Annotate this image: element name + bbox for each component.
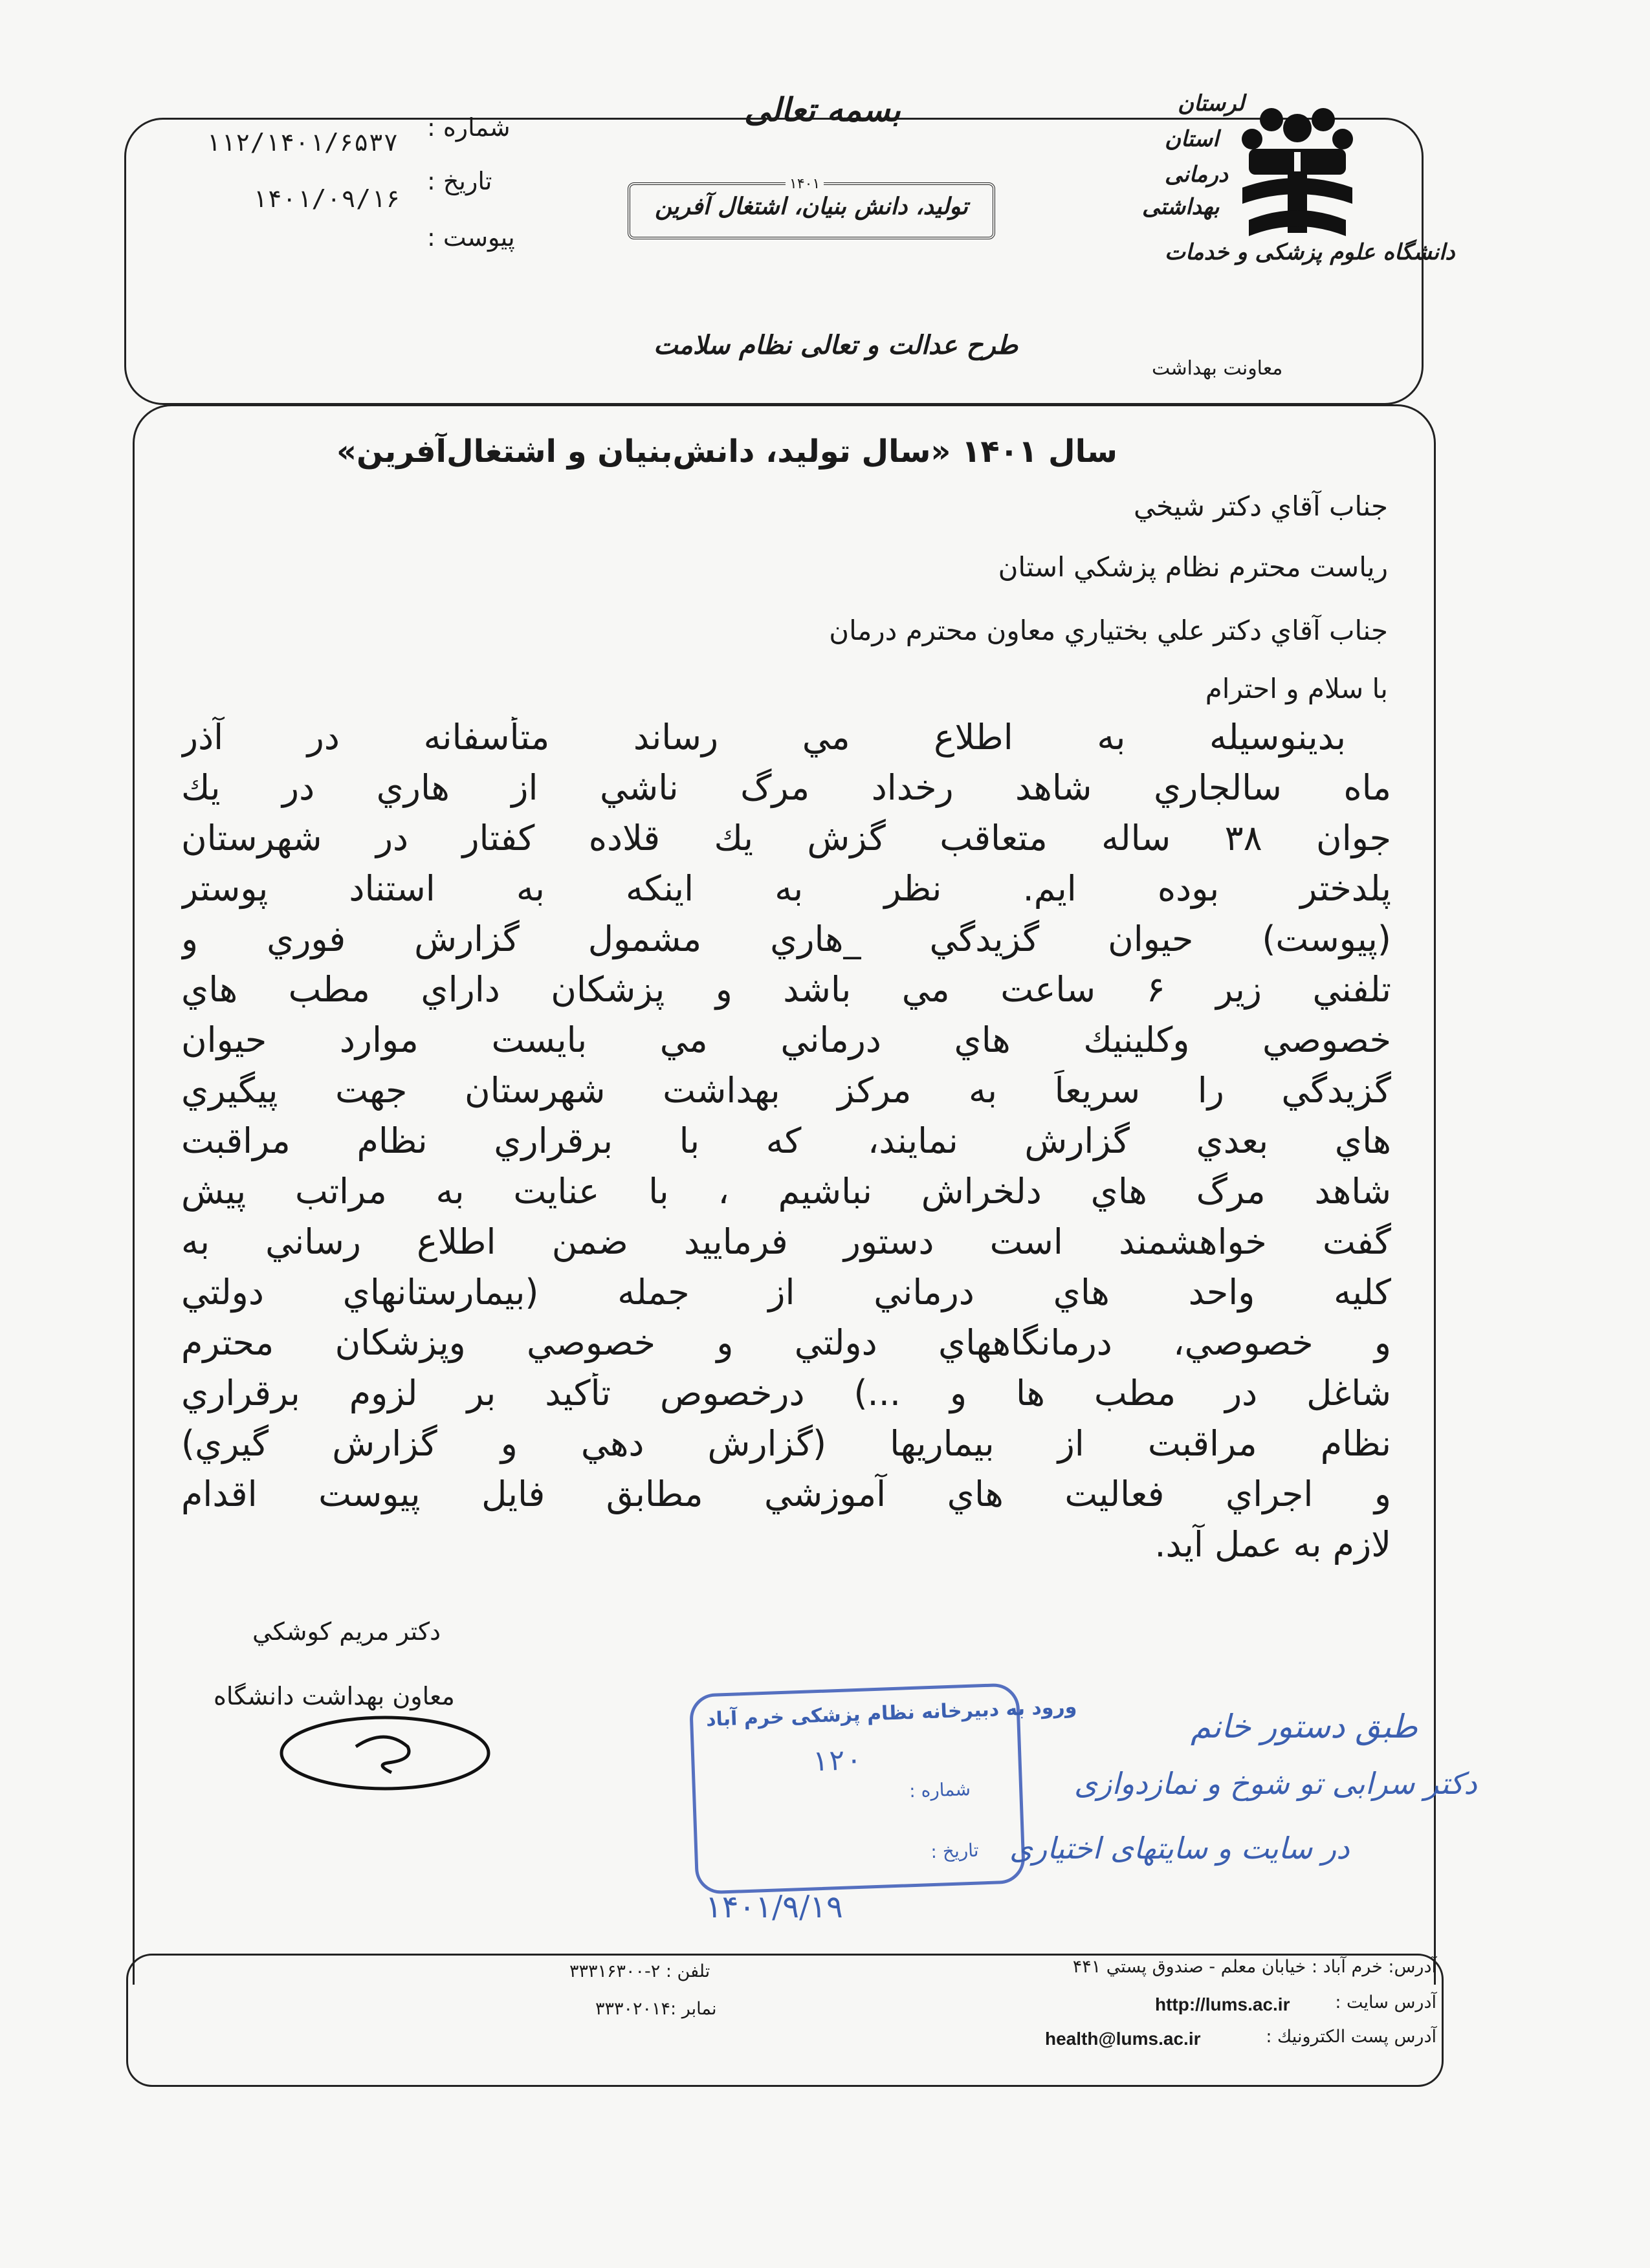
recipient-2: جناب آقاي دكتر علي بختياري معاون محترم درمان	[829, 615, 1388, 646]
body-line: هاي بعدي گزارش نمايند، كه با برقراري نظام مراقبت	[181, 1120, 1391, 1161]
date-label: تاریخ :	[427, 167, 492, 195]
body-line: پلدختر بوده ايم. نظر به اينكه به استناد پوستر	[181, 868, 1391, 909]
body-line: جوان ۳۸ ساله متعاقب گزش يك قلاده كفتار در شهرستان	[181, 818, 1391, 858]
date-value: ۱۴۰۱/۰۹/۱۶	[252, 184, 401, 213]
stamp-number-value: ۱۲۰	[810, 1743, 863, 1778]
attachment-label: پیوست :	[427, 223, 515, 252]
body-line: (پيوست) حيوان گزيدگي _هاري مشمول گزارش فوري و	[181, 919, 1391, 959]
recipient-1: جناب آقاي دكتر شيخي	[1134, 490, 1388, 522]
body-line: نظام مراقبت از بيماريها (گزارش دهي و گزارش گيري)	[181, 1423, 1391, 1464]
body-line: گزيدگي را سريعاً به مركز بهداشت شهرستان جهت پيگيري	[181, 1070, 1391, 1111]
footer-email-link[interactable]: health@lums.ac.ir	[1045, 2029, 1201, 2049]
signature-icon	[278, 1708, 492, 1798]
footer-email-label: آدرس پست الكترونيك :	[1266, 2027, 1436, 2047]
bismillah: بسمه تعالی	[744, 91, 901, 129]
slogan-text: تولید، دانش بنیان، اشتغال آفرین	[655, 193, 968, 220]
body-line: كليه واحد هاي درماني از جمله (بيمارستانهاي دولتي	[181, 1272, 1391, 1313]
footer-website-label: آدرس سايت :	[1335, 1992, 1436, 2012]
signature-mark	[278, 1708, 492, 1798]
body-line-last: لازم به عمل آيد.	[1154, 1524, 1391, 1565]
greeting: با سلام و احترام	[1205, 673, 1388, 704]
body-line: خصوصي وكلينيك هاي درماني مي بايست موارد حيوان	[181, 1020, 1391, 1060]
footer-address: آدرس: خرم آباد : خيابان معلم - صندوق پستي ۴۴۱	[1072, 1957, 1436, 1977]
number-value: ۱۱۲/۱۴۰۱/۶۵۳۷	[206, 128, 399, 157]
university-line-1: لرستان	[1178, 91, 1245, 116]
handwritten-note-line-3: در سایت و سایتهای اختیاری	[1009, 1831, 1350, 1866]
university-line-4: بهداشتی	[1142, 194, 1220, 220]
recipient-1-title: رياست محترم نظام پزشكي استان	[998, 551, 1388, 583]
campaign-title: طرح عدالت و تعالی نظام سلامت	[654, 330, 1018, 360]
incoming-stamp	[689, 1683, 1077, 1895]
body-line: گفت خواهشمند است دستور فرماييد ضمن اطلاع رساني به	[181, 1221, 1391, 1262]
body-line: و خصوصي، درمانگاههاي دولتي و خصوصي وپزشكان محترم	[181, 1322, 1391, 1363]
signer-name: دكتر مريم كوشكي	[252, 1617, 441, 1646]
body-line: شاغل در مطب ها و ...) درخصوص تأكيد بر لزوم برقراري	[181, 1373, 1391, 1413]
stamp-title: ورود به دبیرخانه نظام پزشکی خرم آباد	[705, 1696, 1077, 1732]
handwritten-note-line-1: طبق دستور خانم	[1191, 1708, 1418, 1745]
university-name	[1126, 91, 1455, 285]
deputy-label: معاونت بهداشت	[1152, 357, 1283, 380]
body-line: تلفني زير ۶ ساعت مي باشد و پزشكان داراي مطب هاي	[181, 969, 1391, 1010]
stamp-number-label: شماره :	[908, 1778, 971, 1802]
university-line-2: استان	[1165, 126, 1219, 152]
handwritten-note-line-2: دکتر سرابی تو شوخ و نمازدوازی	[1074, 1766, 1477, 1801]
stamp-handwritten-date: ۱۴۰۱/۹/۱۹	[705, 1889, 843, 1925]
body-line: شاهد مرگ هاي دلخراش نباشيم ، با عنايت به مراتب پيش	[181, 1171, 1391, 1212]
slogan-box	[628, 176, 995, 239]
university-line-5: دانشگاه علوم پزشکی و خدمات	[1165, 239, 1455, 265]
footer-phone: تلفن : ۲-۳۳۳۱۶۳۰۰	[569, 1961, 710, 1981]
signer-title: معاون بهداشت دانشگاه	[214, 1682, 455, 1710]
university-line-3: درمانی	[1165, 162, 1228, 188]
stamp-date-label: تاریخ :	[930, 1839, 980, 1863]
slogan-year: ۱۴۰۱	[786, 176, 824, 192]
number-label: شماره :	[427, 113, 511, 142]
year-slogan-line: سال ۱۴۰۱ «سال تولید، دانش‌بنیان و اشتغال‌آفرین»	[336, 433, 1117, 470]
footer-website-link[interactable]: http://lums.ac.ir	[1155, 1994, 1290, 2014]
body-line: بدينوسيله به اطلاع مي رساند متأسفانه در آذر	[181, 717, 1346, 758]
body-line: ماه سالجاري شاهد رخداد مرگ ناشي از هاري در يك	[181, 767, 1391, 808]
body-line: و اجراي فعاليت هاي آموزشي مطابق فايل پيوست اقدام	[181, 1474, 1391, 1514]
footer-fax: نمابر :۳۳۳۰۲۰۱۴	[595, 1999, 717, 2019]
